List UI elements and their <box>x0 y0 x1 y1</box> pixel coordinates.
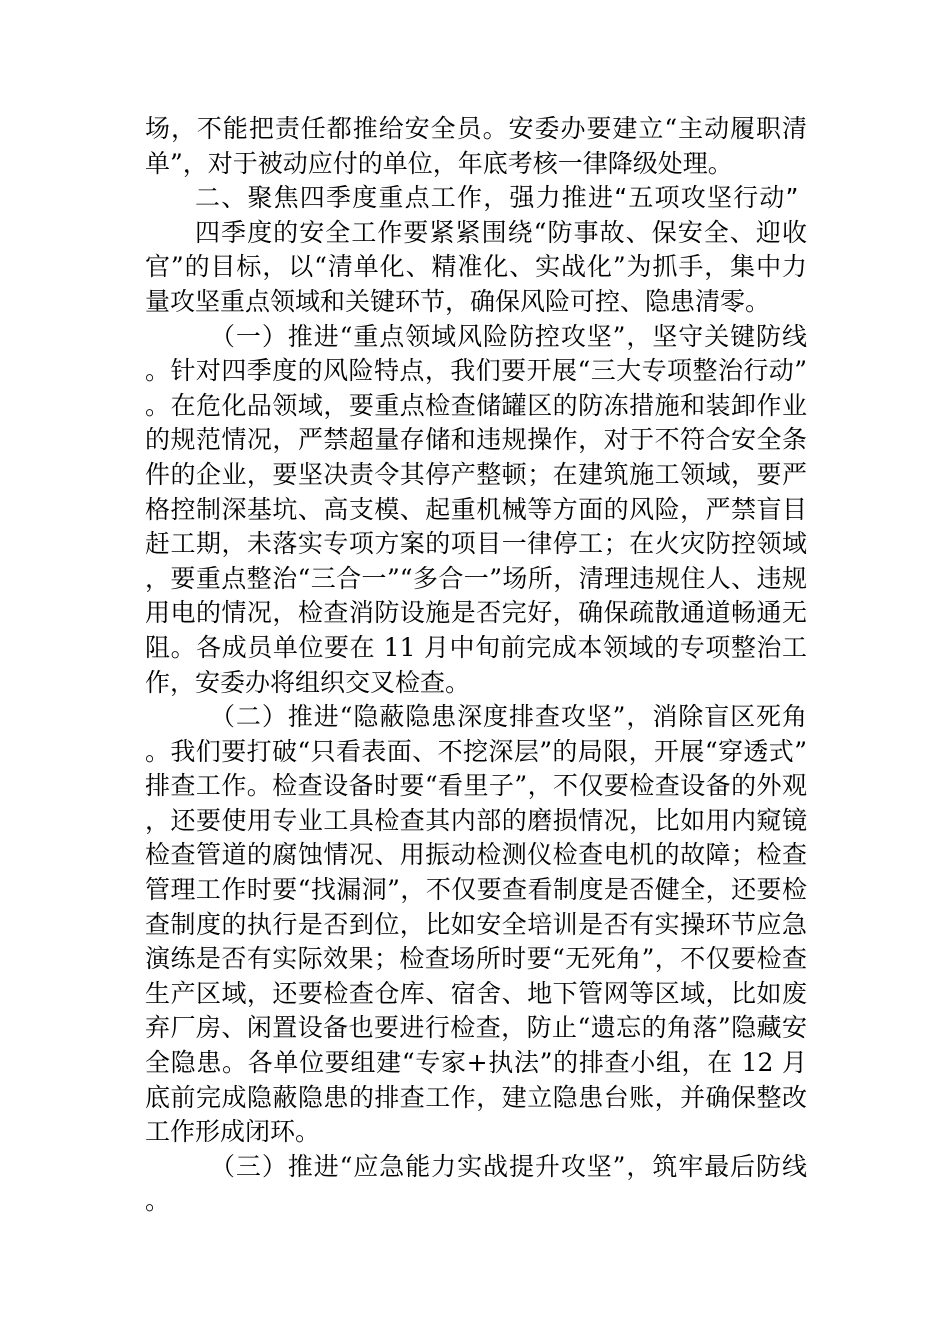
section-heading-two: 二、聚焦四季度重点工作，强力推进“五项攻坚行动” <box>195 183 800 213</box>
paragraph-item-one: （一）推进“重点领域风险防控攻坚”，坚守关键防线。针对四季度的风险特点，我们要开展“三大专项整治行动”。在危化品领域，要重点检查储罐区的防冻措施和装卸作业的规范情况，严禁超量存储和违规操作，对于不符合安全条件的企业，要坚决责令其停产整顿；在建筑施工领域，要严格控制深基坑、高支模、起重机械等方面的风险，严禁盲目赶工期，未落实专项方案的项目一律停工；在火灾防控领域，要重点整治“三合一”“多合一”场所，清理违规住人、违规用电的情况，检查消防设施是否完好，确保疏散通道畅通无阻。各成员单位要在 11 月中旬前完成本领域的专项整治工作，安委办将组织交叉检查。 <box>145 321 807 697</box>
paragraph-item-two: （二）推进“隐蔽隐患深度排查攻坚”，消除盲区死角。我们要打破“只看表面、不挖深层”的局限，开展“穿透式”排查工作。检查设备时要“看里子”，不仅要检查设备的外观，还要使用专业工具检查其内部的磨损情况，比如用内窥镜检查管道的腐蚀情况、用振动检测仪检查电机的故障；检查管理工作时要“找漏洞”，不仅要查看制度是否健全，还要检查制度的执行是否到位，比如安全培训是否有实操环节应急演练是否有实际效果；检查场所时要“无死角”，不仅要检查生产区域，还要检查仓库、宿舍、地下管网等区域，比如废弃厂房、闲置设备也要进行检查，防止“遗忘的角落”隐藏安全隐患。各单位要组建“专家+执法”的排查小组，在 12 月底前完成隐蔽隐患的排查工作，建立隐患台账，并确保整改工作形成闭环。 <box>145 702 807 1147</box>
paragraph-item-three: （三）推进“应急能力实战提升攻坚”，筑牢最后防线。 <box>145 1151 807 1216</box>
paragraph-continuation: 场，不能把责任都推给安全员。安委办要建立“主动履职清单”，对于被动应付的单位，年底考核一律降级处理。 <box>145 114 807 178</box>
paragraph-q4-goals: 四季度的安全工作要紧紧围绕“防事故、保安全、迎收官”的目标，以“清单化、精准化、实战化”为抓手，集中力量攻坚重点领域和关键环节，确保风险可控、隐患清零。 <box>145 217 807 316</box>
document-body <box>145 112 807 1219</box>
